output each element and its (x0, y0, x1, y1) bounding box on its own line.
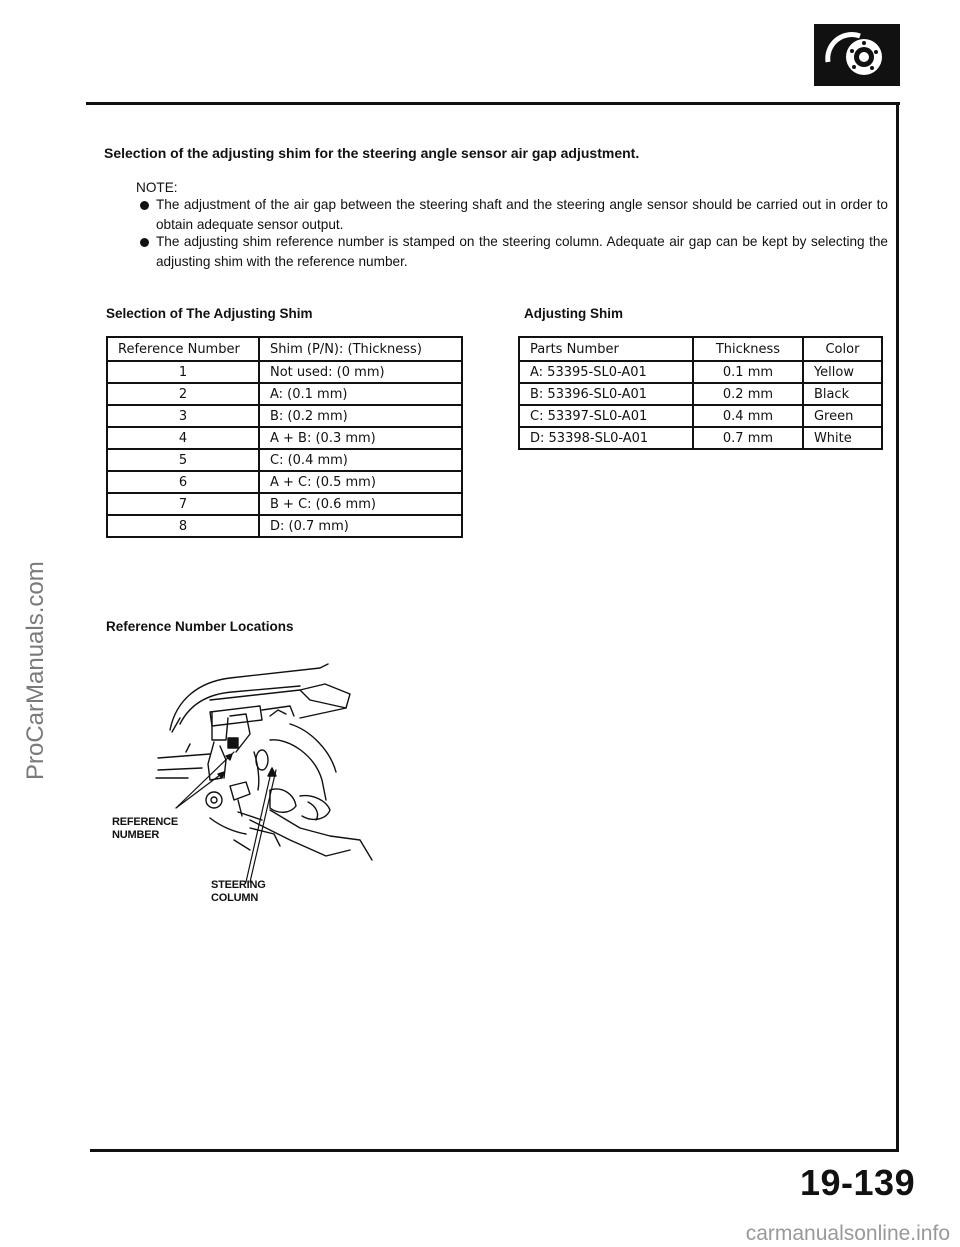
thickness-cell: 0.4 mm (693, 405, 803, 427)
reference-number-cell: 2 (107, 383, 259, 405)
part-number-cell: D: 53398-SL0-A01 (519, 427, 693, 449)
selection-heading: Selection of The Adjusting Shim (106, 306, 313, 321)
callout-line: COLUMN (211, 892, 259, 904)
table-row (107, 471, 462, 493)
shim-cell: A: (0.1 mm) (259, 383, 462, 405)
part-number-cell: A: 53395-SL0-A01 (519, 361, 693, 383)
note-item: The adjusting shim reference number is stamped on the steering column. Adequate air gap can be kept by selecting the adjusting shim with the reference number. (156, 234, 888, 269)
reference-number-callout (112, 816, 178, 842)
shim-cell: A + C: (0.5 mm) (259, 471, 462, 493)
reference-number-cell: 5 (107, 449, 259, 471)
frame-top-rule (86, 102, 900, 105)
note-label: NOTE: (136, 180, 178, 195)
reference-number-cell: 3 (107, 405, 259, 427)
color-cell: Green (803, 405, 882, 427)
column-header: Thickness (693, 337, 803, 361)
bullet-icon (140, 201, 149, 210)
table-row (519, 383, 882, 405)
selection-table (106, 336, 463, 538)
table-row (107, 405, 462, 427)
thickness-cell: 0.7 mm (693, 427, 803, 449)
reference-number-cell: 6 (107, 471, 259, 493)
table-row (107, 383, 462, 405)
table-row (107, 449, 462, 471)
frame-right-rule (896, 102, 899, 1152)
table-row (519, 427, 882, 449)
shim-cell: C: (0.4 mm) (259, 449, 462, 471)
brake-disc-icon (814, 24, 900, 86)
color-cell: White (803, 427, 882, 449)
table-row (107, 427, 462, 449)
locations-heading: Reference Number Locations (106, 619, 294, 634)
thickness-cell: 0.2 mm (693, 383, 803, 405)
shim-cell: A + B: (0.3 mm) (259, 427, 462, 449)
reference-number-cell: 7 (107, 493, 259, 515)
bullet-icon (140, 238, 149, 247)
steering-column-illustration (150, 660, 385, 885)
thickness-cell: 0.1 mm (693, 361, 803, 383)
reference-number-cell: 8 (107, 515, 259, 537)
note-item: The adjustment of the air gap between the steering shaft and the steering angle sensor should be carried out in order to obtain adequate sensor output. (156, 197, 888, 232)
column-header: Parts Number (519, 337, 693, 361)
color-cell: Black (803, 383, 882, 405)
column-header: Shim (P/N): (Thickness) (259, 337, 462, 361)
callout-line: NUMBER (112, 829, 160, 841)
color-cell: Yellow (803, 361, 882, 383)
shim-table (518, 336, 883, 450)
callout-line: STEERING (211, 879, 266, 891)
table-row (519, 361, 882, 383)
callout-line: REFERENCE (112, 816, 179, 828)
reference-number-cell: 1 (107, 361, 259, 383)
page-number: 19-139 (800, 1162, 916, 1203)
column-header: Reference Number (107, 337, 259, 361)
shim-cell: B: (0.2 mm) (259, 405, 462, 427)
shim-cell: Not used: (0 mm) (259, 361, 462, 383)
part-number-cell: B: 53396-SL0-A01 (519, 383, 693, 405)
shim-cell: D: (0.7 mm) (259, 515, 462, 537)
page-heading: Selection of the adjusting shim for the steering angle sensor air gap adjustment. (104, 145, 640, 161)
shim-heading: Adjusting Shim (524, 306, 623, 321)
steering-column-callout (211, 879, 266, 905)
bottom-watermark: carmanualsonline.info (745, 1222, 950, 1245)
part-number-cell: C: 53397-SL0-A01 (519, 405, 693, 427)
shim-cell: B + C: (0.6 mm) (259, 493, 462, 515)
table-row (107, 493, 462, 515)
table-row (107, 515, 462, 537)
column-header: Color (803, 337, 882, 361)
reference-number-cell: 4 (107, 427, 259, 449)
table-row (519, 405, 882, 427)
frame-bottom-rule (90, 1149, 899, 1152)
table-row (107, 361, 462, 383)
side-watermark: ProCarManuals.com (22, 561, 49, 780)
